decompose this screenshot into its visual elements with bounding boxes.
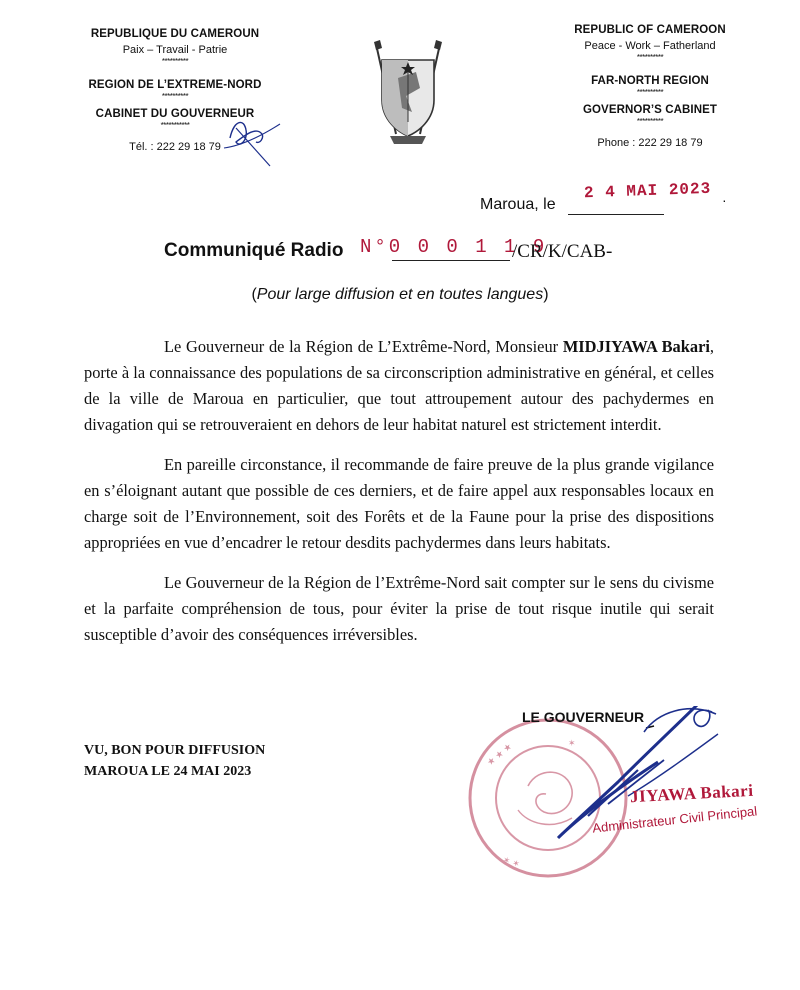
motto-fr: Paix – Travail - Patrie — [122, 44, 228, 56]
signer-title: LE GOUVERNEUR — [522, 709, 645, 725]
coat-of-arms-emblem — [368, 38, 448, 148]
paragraph-3: Le Gouverneur de la Région de l’Extrême-Nord sait compter sur le sens du civisme et la parfaite compréhension de tous, pour éviter la prise de tout risque inutile qui serait susceptible d’avoir des conséquences irréversibles. — [84, 573, 714, 644]
reference-suffix: /CR/K/CAB- — [512, 241, 613, 262]
svg-text:✶ ✶: ✶ ✶ — [501, 854, 522, 870]
paren-open: ( — [251, 286, 257, 303]
stars-separator: ********** — [636, 53, 664, 62]
paragraph-1-rest: , porte à la connaissance des populations de sa circonscription administrative en général, et celles de la ville de Maroua en particulier, que tout attroupement autour des pachydermes en divagation qui se retrouveraient en dehors de leur habitat naturel est strictement interdit. — [84, 337, 715, 434]
motto-en: Peace - Work – Fatherland — [584, 40, 716, 52]
svg-text:✶: ✶ — [568, 738, 576, 748]
governor-name: MIDJIYAWA Bakari — [562, 337, 710, 356]
stars-separator: ********** — [161, 92, 189, 101]
stars-separator: ********** — [161, 57, 189, 66]
stamp-signer-name: JIYAWA Bakari — [629, 780, 754, 807]
communique-title — [164, 236, 784, 274]
stray-mark: · — [722, 192, 727, 208]
paragraph-2: En pareille circonstance, il recommande de faire preuve de la plus grande vigilance en s’éloignant autant que possible de ces derniers, et de faire appel aux responsables locaux en charge soit de l’Environnement, soit des Forêts et de la Faune pour la prise des dispositions appropriées en vue d’encadrer le retour desdits pachydermes dans leurs habitats. — [84, 455, 714, 552]
stars-separator: ********** — [636, 117, 664, 126]
cabinet-en: GOVERNOR’S CABINET — [582, 104, 718, 116]
approval-line-1: VU, BON POUR DIFFUSION — [84, 743, 266, 758]
paragraph-1 — [84, 334, 714, 438]
phone-en: Phone : 222 29 18 79 — [597, 137, 703, 149]
region-fr: REGION DE L’EXTREME-NORD — [88, 79, 262, 91]
communique-number: N°0 0 0 1 1 9 — [360, 236, 548, 258]
header-right — [540, 24, 760, 149]
svg-text:★ ★ ★: ★ ★ ★ — [484, 741, 514, 768]
initials-signature — [200, 108, 290, 168]
approval-note — [84, 740, 265, 782]
subtitle — [0, 286, 800, 304]
subtitle-text: Pour large diffusion et en toutes langues — [256, 286, 544, 303]
number-underline — [392, 260, 510, 261]
country-en: REPUBLIC OF CAMEROON — [574, 24, 726, 36]
approval-line-2: MAROUA LE 24 MAI 2023 — [84, 764, 252, 779]
date-line — [472, 179, 772, 226]
date-label: Maroua, le — [480, 196, 556, 213]
date-stamp: 2 4 MAI 2023 — [583, 179, 712, 203]
cabinet-fr: CABINET DU GOUVERNEUR — [95, 108, 255, 120]
stars-separator: ********** — [636, 88, 664, 97]
stamp-signer-role: Administrateur Civil Principal — [591, 803, 758, 836]
region-en: FAR-NORTH REGION — [591, 75, 709, 87]
date-underline — [568, 214, 664, 215]
phone-fr: Tél. : 222 29 18 79 — [129, 141, 221, 153]
paren-close: ) — [543, 286, 549, 303]
communique-body — [84, 334, 714, 662]
country-fr: REPUBLIQUE DU CAMEROUN — [90, 28, 260, 40]
stars-separator: *********** — [160, 121, 190, 130]
title-main: Communiqué Radio — [164, 240, 344, 261]
paragraph-1-intro: Le Gouverneur de la Région de L’Extrême-Nord, Monsieur — [164, 337, 563, 356]
